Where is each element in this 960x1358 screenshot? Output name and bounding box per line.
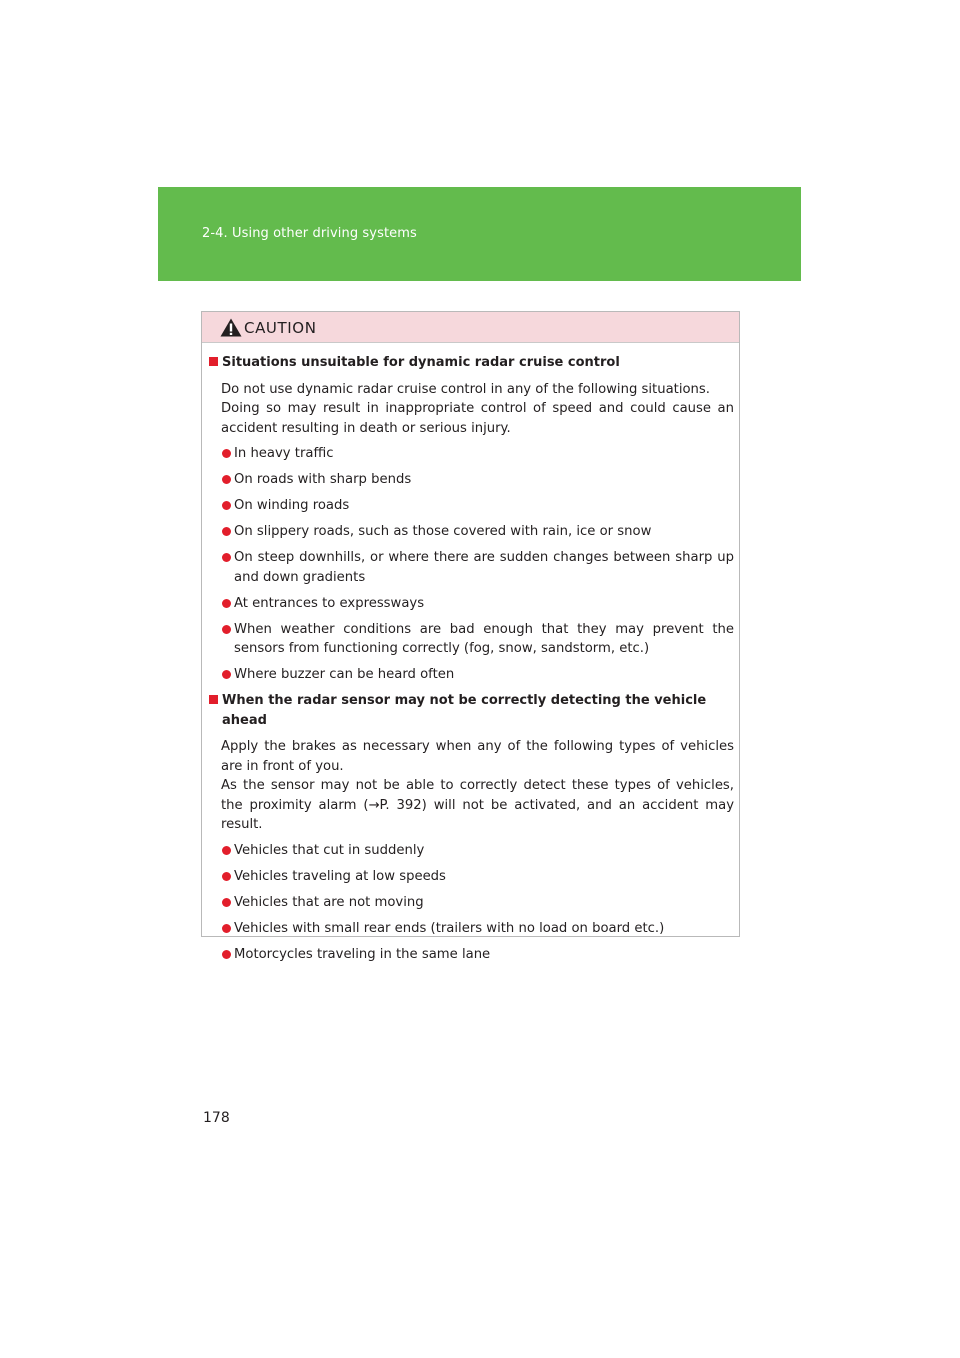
caution-label: CAUTION <box>244 319 317 337</box>
red-dot-bullet-icon <box>222 553 231 562</box>
list-item: When weather conditions are bad enough that they may prevent the sensors from functioning correctly (fog, snow, sandstorm, etc.) <box>222 620 734 659</box>
list-item: On winding roads <box>222 496 734 516</box>
red-dot-bullet-icon <box>222 670 231 679</box>
section-title: 2-4. Using other driving systems <box>202 226 417 241</box>
list-item: Vehicles with small rear ends (trailers with no load on board etc.) <box>222 919 734 939</box>
red-dot-bullet-icon <box>222 501 231 510</box>
caution-body <box>202 343 739 964</box>
red-dot-bullet-icon <box>222 449 231 458</box>
section-title-unsuitable-situations: Situations unsuitable for dynamic radar cruise control <box>209 353 734 373</box>
red-dot-bullet-icon <box>222 898 231 907</box>
red-dot-bullet-icon <box>222 846 231 855</box>
caution-box <box>201 311 740 962</box>
red-dot-bullet-icon <box>222 527 231 536</box>
list-item: Where buzzer can be heard often <box>222 665 734 685</box>
caution-header <box>202 312 739 343</box>
list-item: Motorcycles traveling in the same lane <box>222 945 734 965</box>
red-dot-bullet-icon <box>222 625 231 634</box>
red-dot-bullet-icon <box>222 475 231 484</box>
paragraph: Do not use dynamic radar cruise control in any of the following situations. Doing so may result in inappropriate control of speed and could cause an accident resulting in death or serious injury. <box>221 381 734 436</box>
paragraph: Apply the brakes as necessary when any of the following types of vehicles are in front of you. As the sensor may not be able to correctly detect these types of vehicles, the proximity alarm (→P. 392) will not be activated, and an accident may result. <box>221 739 734 832</box>
list-item: At entrances to expressways <box>222 594 734 614</box>
red-dot-bullet-icon <box>222 924 231 933</box>
red-dot-bullet-icon <box>222 950 231 959</box>
page-number: 178 <box>203 1110 230 1126</box>
list-item: On steep downhills, or where there are sudden changes between sharp up and down gradients <box>222 548 734 587</box>
section-title-radar-detection: When the radar sensor may not be correctly detecting the vehicle ahead <box>209 691 734 730</box>
red-square-bullet-icon <box>209 695 218 704</box>
list-item: In heavy traffic <box>222 444 734 464</box>
section-header-band <box>158 187 801 281</box>
list-item: Vehicles that are not moving <box>222 893 734 913</box>
warning-triangle-icon <box>220 318 242 337</box>
list-item: On roads with sharp bends <box>222 470 734 490</box>
list-item: On slippery roads, such as those covered with rain, ice or snow <box>222 522 734 542</box>
red-dot-bullet-icon <box>222 872 231 881</box>
red-dot-bullet-icon <box>222 599 231 608</box>
red-square-bullet-icon <box>209 357 218 366</box>
list-item: Vehicles traveling at low speeds <box>222 867 734 887</box>
list-item: Vehicles that cut in suddenly <box>222 841 734 861</box>
